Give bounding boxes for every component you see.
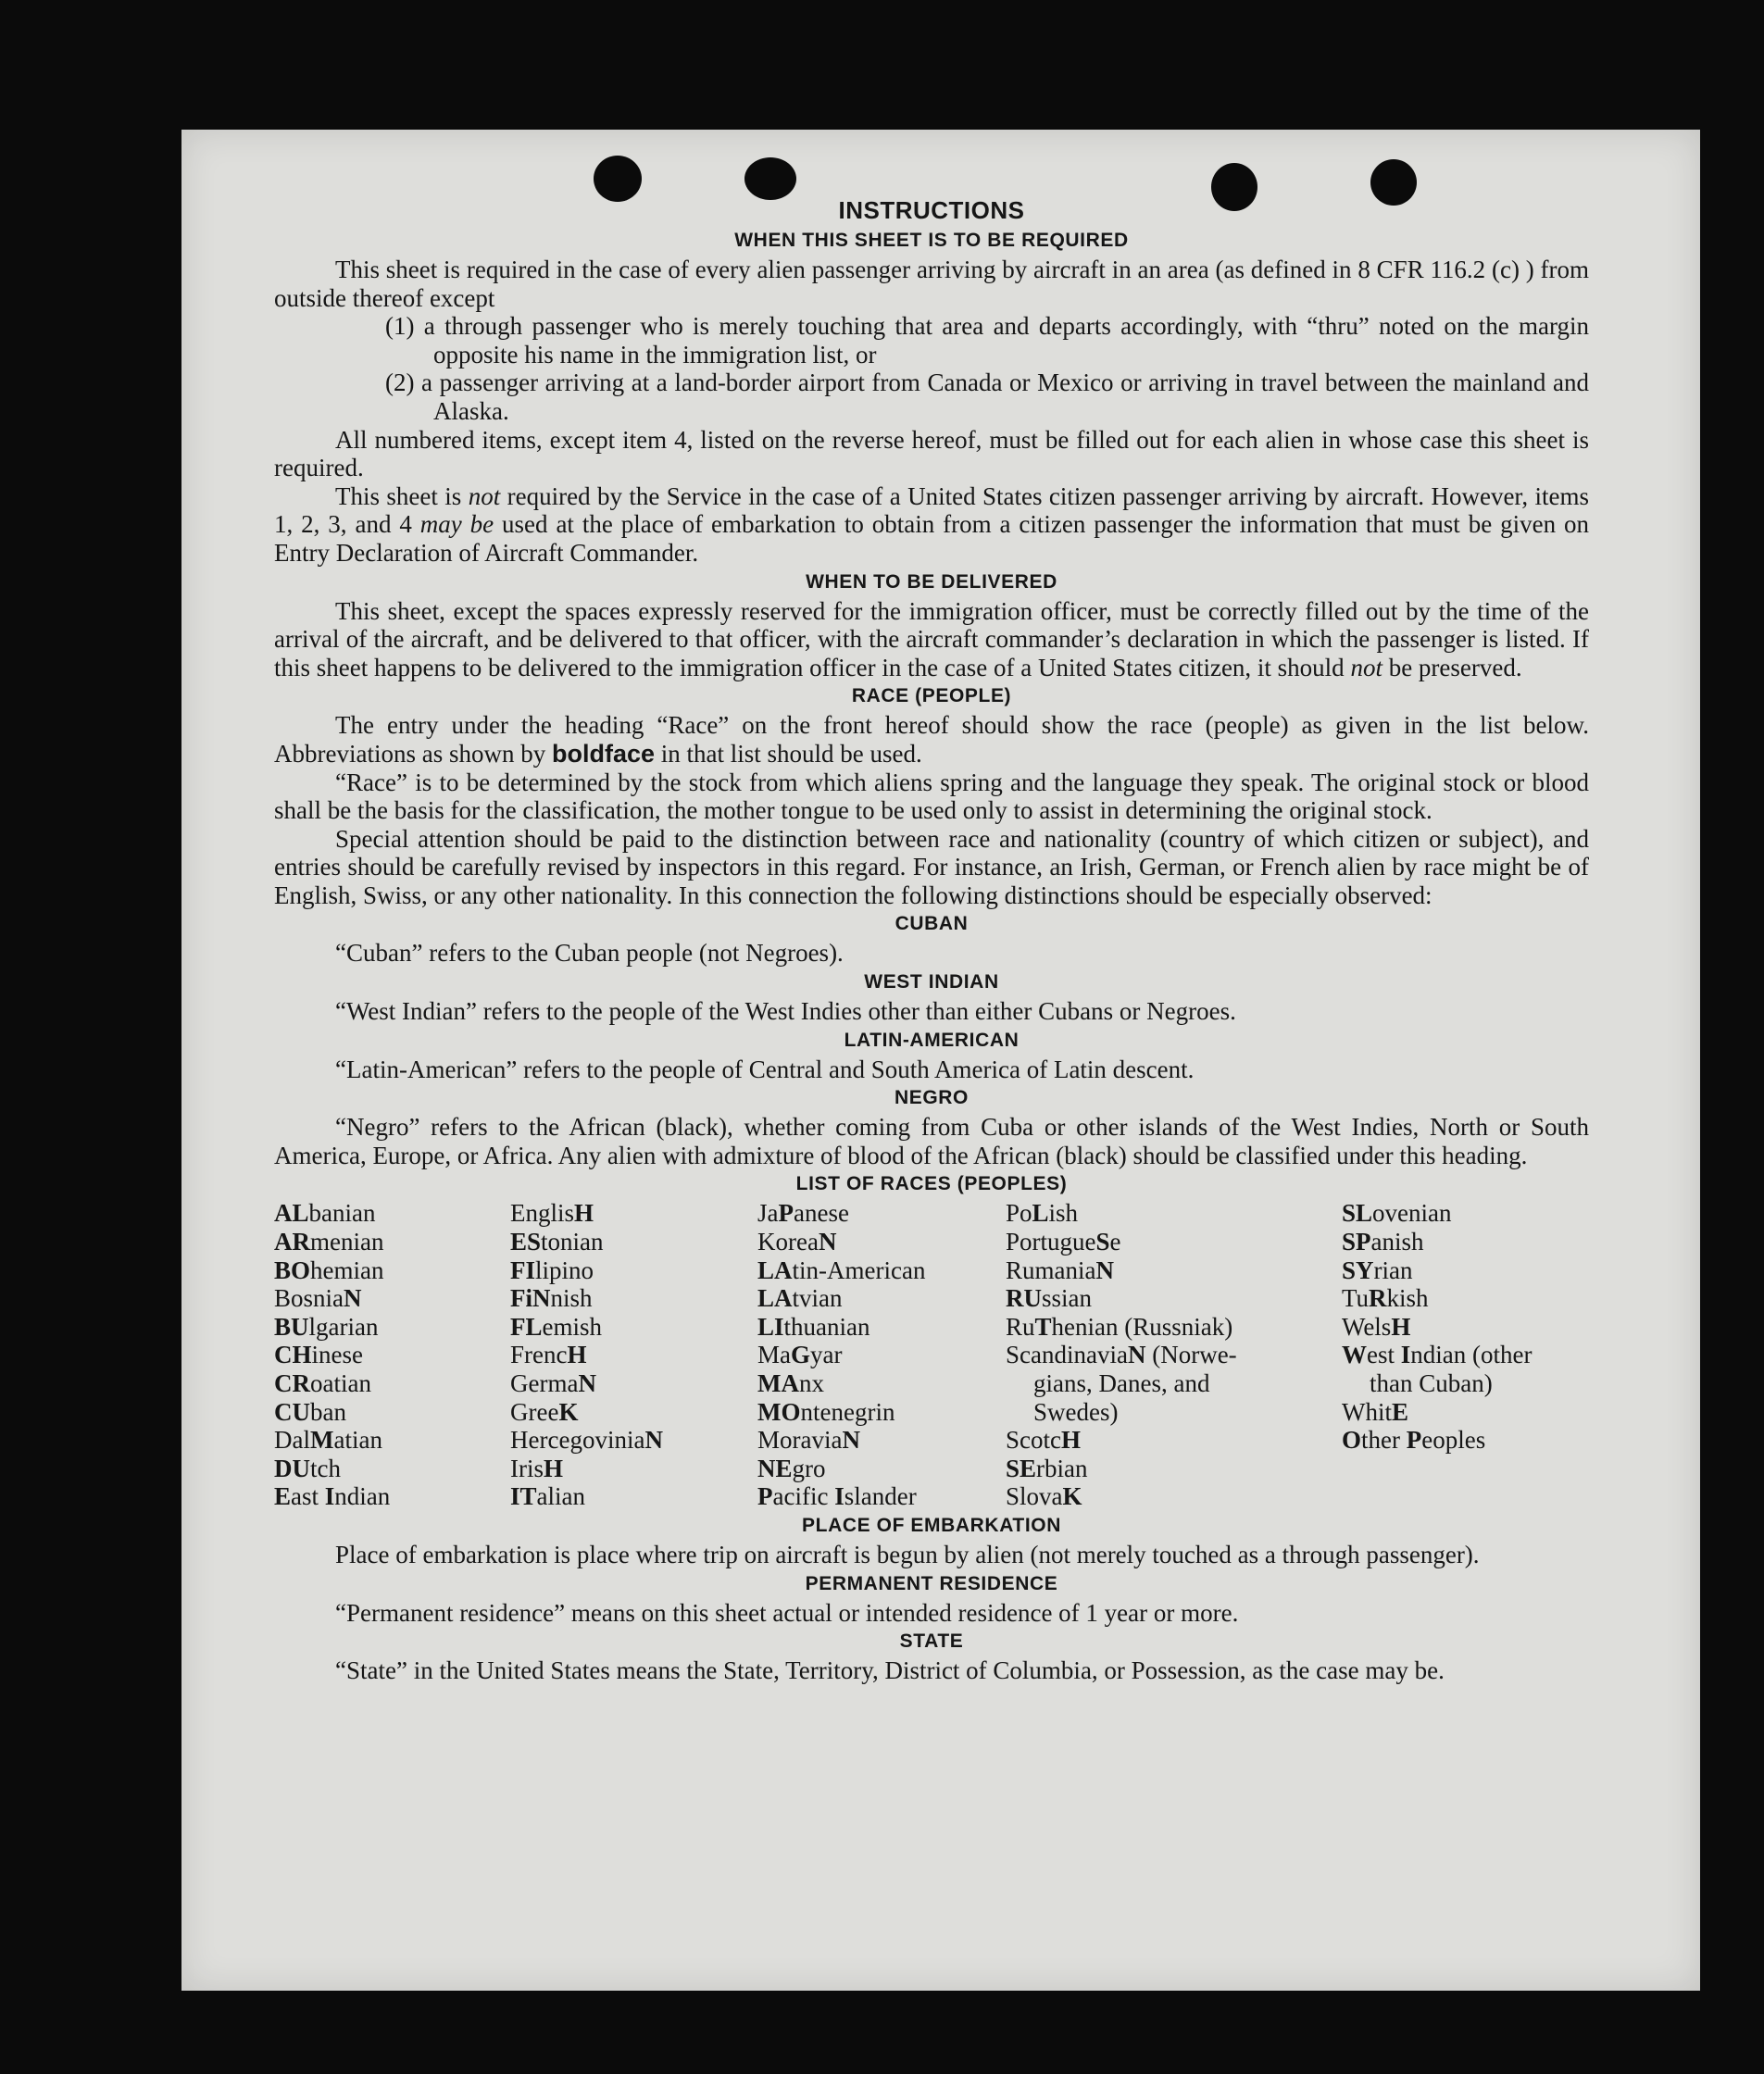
race-abbrev: I: [1400, 1341, 1411, 1369]
race-text: banian: [308, 1199, 376, 1228]
race-item: [510, 1482, 757, 1511]
race-item: [1006, 1398, 1342, 1427]
race-text: alian: [536, 1482, 586, 1511]
paragraph: “Latin-American” refers to the people of Central and South America of Latin descent.: [335, 1055, 1195, 1083]
emphasis: may be: [419, 510, 494, 539]
bold-text: boldface: [551, 739, 655, 768]
document-sheet: [181, 130, 1700, 1991]
race-item: [274, 1398, 510, 1427]
race-abbrev: E: [1392, 1397, 1409, 1426]
race-item: [757, 1313, 1006, 1342]
race-text: ovenian: [1372, 1199, 1452, 1228]
race-item: [510, 1256, 757, 1285]
race-item: [1342, 1199, 1589, 1228]
races-list: [274, 1199, 1589, 1511]
emphasis: not: [468, 481, 501, 510]
race-text: (Norwe-: [1145, 1341, 1237, 1369]
race-text: Gree: [510, 1397, 559, 1426]
race-text: Swedes): [1033, 1397, 1119, 1426]
race-text: tin-American: [792, 1256, 926, 1284]
race-text: Bosnia: [274, 1284, 344, 1313]
race-item: [757, 1426, 1006, 1455]
race-item: [274, 1426, 510, 1455]
race-item: [1342, 1369, 1589, 1398]
race-item: [757, 1369, 1006, 1398]
race-abbrev: P: [1406, 1426, 1422, 1455]
race-abbrev: E: [274, 1482, 292, 1511]
race-text: anish: [1370, 1228, 1424, 1256]
race-abbrev: S: [1095, 1228, 1110, 1256]
race-abbrev: BU: [274, 1312, 309, 1341]
race-item: [510, 1199, 757, 1228]
race-text: Iris: [510, 1454, 544, 1482]
race-item: [274, 1284, 510, 1313]
race-text: tch: [310, 1454, 341, 1482]
list-item: (1) a through passenger who is merely touching that area and departs accordingly, with “thru” noted on the margin opposite his name in the immigration list, or: [385, 312, 1589, 369]
race-item: [1342, 1341, 1589, 1369]
race-text: menian: [310, 1228, 384, 1256]
section-title: NEGRO: [894, 1087, 969, 1109]
race-text: Dal: [274, 1426, 310, 1455]
race-abbrev: FiN: [510, 1284, 551, 1313]
race-abbrev: H: [574, 1199, 594, 1228]
race-abbrev: CH: [274, 1341, 312, 1369]
race-text: rbian: [1036, 1454, 1088, 1482]
race-text: Englis: [510, 1199, 575, 1228]
race-text: Germa: [510, 1369, 579, 1397]
race-text: eoples: [1421, 1426, 1486, 1455]
race-item: [510, 1455, 757, 1483]
section-title: PERMANENT RESIDENCE: [805, 1572, 1058, 1594]
race-item: [274, 1199, 510, 1228]
race-item: [1342, 1313, 1589, 1342]
race-abbrev: G: [791, 1341, 811, 1369]
race-text: ish: [1048, 1199, 1079, 1228]
race-item: [510, 1228, 757, 1256]
race-abbrev: NE: [757, 1454, 793, 1482]
race-text: acific: [772, 1482, 835, 1511]
race-text: inese: [311, 1341, 363, 1369]
race-text: Ja: [757, 1199, 779, 1228]
race-text: Tu: [1342, 1284, 1370, 1313]
race-item: [757, 1482, 1006, 1511]
race-item: [1342, 1228, 1589, 1256]
race-abbrev: FI: [510, 1256, 535, 1284]
race-abbrev: N: [1095, 1256, 1114, 1284]
paragraph: [274, 482, 1589, 568]
race-text: yar: [810, 1341, 843, 1369]
paragraph: Place of embarkation is place where trip on aircraft is begun by alien (not merely touched as a through passenger).: [335, 1540, 1480, 1568]
race-item: [1006, 1426, 1342, 1455]
paragraph: “Permanent residence” means on this sheet actual or intended residence of 1 year or more.: [335, 1598, 1239, 1627]
race-text: Whit: [1342, 1397, 1392, 1426]
race-abbrev: K: [1062, 1482, 1082, 1511]
race-text: Ru: [1006, 1312, 1035, 1341]
race-abbrev: MO: [757, 1397, 801, 1426]
race-abbrev: H: [567, 1341, 587, 1369]
race-text: Po: [1006, 1199, 1032, 1228]
race-item: [510, 1398, 757, 1427]
race-item: [1006, 1482, 1342, 1511]
text-run: be preserved.: [1382, 653, 1522, 681]
race-text: ther: [1361, 1426, 1407, 1455]
race-item: [1006, 1341, 1342, 1369]
race-text: Wels: [1342, 1312, 1392, 1341]
paragraph: “West Indian” refers to the people of the West Indies other than either Cubans or Negroes.: [335, 997, 1236, 1026]
race-text: Slova: [1006, 1482, 1063, 1511]
race-text: ban: [310, 1397, 346, 1426]
race-item: [510, 1341, 757, 1369]
section-title: LIST OF RACES (PEOPLES): [795, 1173, 1068, 1195]
race-item: [1006, 1199, 1342, 1228]
race-abbrev: N: [818, 1228, 837, 1256]
race-text: oatian: [310, 1369, 371, 1397]
section-title: LATIN-AMERICAN: [844, 1029, 1020, 1051]
section-title: RACE (PEOPLE): [851, 685, 1012, 707]
race-text: anese: [794, 1199, 849, 1228]
race-text: than Cuban): [1370, 1369, 1493, 1397]
race-text: Ma: [757, 1341, 791, 1369]
race-text: Korea: [757, 1228, 819, 1256]
paragraph: “Race” is to be determined by the stock from which aliens spring and the language they speak. The original stock or blood shall be the basis for the classification, the mother tongue to be used only to assist in determining the original stock.: [274, 768, 1589, 825]
text-run: required by the Service in the case of a United States citizen passenger arriving by aircraft. However, items 1, 2, 3, and 4: [274, 481, 1589, 539]
race-item: [510, 1369, 757, 1398]
race-abbrev: CU: [274, 1397, 310, 1426]
race-item: [757, 1228, 1006, 1256]
race-text: rian: [1373, 1256, 1413, 1284]
race-text: ssian: [1042, 1284, 1092, 1313]
race-text: tonian: [541, 1228, 604, 1256]
race-abbrev: SY: [1342, 1256, 1374, 1284]
paragraph: “State” in the United States means the State, Territory, District of Columbia, or Possession, as the case may be.: [335, 1656, 1445, 1685]
race-item: [757, 1455, 1006, 1483]
race-abbrev: O: [1342, 1426, 1362, 1455]
races-column: [757, 1199, 1006, 1511]
section-title: PLACE OF EMBARKATION: [802, 1514, 1061, 1536]
paragraph: [274, 597, 1589, 682]
race-text: kish: [1386, 1284, 1429, 1313]
race-text: gians, Danes, and: [1033, 1369, 1210, 1397]
section-title: CUBAN: [895, 913, 969, 935]
race-text: e: [1109, 1228, 1121, 1256]
race-abbrev: P: [778, 1199, 794, 1228]
race-item: [274, 1313, 510, 1342]
paragraph: Special attention should be paid to the distinction between race and nationality (country of which citizen or subject), and entries should be carefully revised by inspectors in this regard. For instance, an Irish, German, or French alien by race might be of English, Swiss, or any other nationality. In this connection the following distinctions should be especially observed:: [274, 824, 1589, 909]
race-abbrev: CR: [274, 1369, 310, 1397]
race-item: [757, 1398, 1006, 1427]
text-run: used at the place of embarkation to obtain from a citizen passenger the information that must be given on Entry Declaration of Aircraft Commander.: [274, 510, 1589, 567]
race-abbrev: RU: [1006, 1284, 1042, 1313]
race-item: [510, 1284, 757, 1313]
race-abbrev: K: [558, 1397, 579, 1426]
race-item: [1006, 1369, 1342, 1398]
race-text: nish: [550, 1284, 593, 1313]
race-abbrev: N: [578, 1369, 596, 1397]
paragraph: “Negro” refers to the African (black), whether coming from Cuba or other islands of the West Indies, North or South America, Europe, or Africa. Any alien with admixture of blood of the African (black) should be classified under this heading.: [274, 1113, 1589, 1169]
list-item: (2) a passenger arriving at a land-border airport from Canada or Mexico or arriving in travel between the mainland and Alaska.: [385, 369, 1589, 425]
race-abbrev: SE: [1006, 1454, 1037, 1482]
race-abbrev: LA: [757, 1256, 793, 1284]
race-text: Scotc: [1006, 1426, 1061, 1455]
race-text: nx: [798, 1369, 824, 1397]
race-text: lgarian: [308, 1312, 379, 1341]
race-abbrev: H: [1391, 1312, 1411, 1341]
race-abbrev: SL: [1342, 1199, 1373, 1228]
section-title: WEST INDIAN: [864, 971, 999, 993]
race-item: [757, 1284, 1006, 1313]
race-text: Hercegovinia: [510, 1426, 645, 1455]
race-abbrev: H: [544, 1454, 564, 1482]
race-text: atian: [333, 1426, 382, 1455]
race-item: [274, 1256, 510, 1285]
race-text: thuanian: [783, 1312, 870, 1341]
race-item: [1006, 1256, 1342, 1285]
race-abbrev: DU: [274, 1454, 310, 1482]
race-text: Scandinavia: [1006, 1341, 1128, 1369]
race-abbrev: N: [344, 1284, 362, 1313]
race-item: [510, 1313, 757, 1342]
race-text: Moravia: [757, 1426, 843, 1455]
race-abbrev: ES: [510, 1228, 542, 1256]
race-text: ntenegrin: [800, 1397, 895, 1426]
page-title: INSTRUCTIONS: [838, 196, 1025, 224]
race-text: hemian: [310, 1256, 384, 1284]
race-item: [274, 1341, 510, 1369]
race-abbrev: H: [1061, 1426, 1082, 1455]
text-run: in that list should be used.: [655, 739, 922, 768]
paragraph: [274, 711, 1589, 768]
race-abbrev: I: [324, 1482, 335, 1511]
race-abbrev: M: [309, 1426, 334, 1455]
section-title: STATE: [899, 1630, 964, 1653]
text-run: This sheet, except the spaces expressly reserved for the immigration officer, must be correctly filled out by the time of the arrival of the aircraft, and be delivered to that officer, with the aircraft commander’s declaration in which the passenger is listed. If this sheet happens to be delivered to the immigration officer in the case of a United States citizen, it should: [274, 596, 1589, 681]
race-text: ndian: [334, 1482, 391, 1511]
races-column: [1006, 1199, 1342, 1511]
race-text: lipino: [535, 1256, 594, 1284]
race-abbrev: LA: [757, 1284, 793, 1313]
race-item: [274, 1369, 510, 1398]
text-run: This sheet is: [335, 481, 469, 510]
race-item: [757, 1199, 1006, 1228]
race-item: [1006, 1313, 1342, 1342]
race-abbrev: T: [1034, 1312, 1052, 1341]
race-abbrev: AR: [274, 1228, 310, 1256]
race-item: [1006, 1455, 1342, 1483]
race-item: [1342, 1284, 1589, 1313]
text-run: The entry under the heading “Race” on the front hereof should show the race (people) as given in the list below. Abbreviations as shown by: [274, 711, 1589, 768]
races-column: [1342, 1199, 1589, 1511]
race-text: gro: [792, 1454, 826, 1482]
race-abbrev: MA: [757, 1369, 799, 1397]
race-abbrev: BO: [274, 1256, 311, 1284]
race-item: [510, 1426, 757, 1455]
paragraph: This sheet is required in the case of every alien passenger arriving by aircraft in an area (as defined in 8 CFR 116.2 (c) ) from outside thereof except: [274, 256, 1589, 312]
race-text: ndian (other: [1410, 1341, 1533, 1369]
race-abbrev: P: [757, 1482, 773, 1511]
race-item: [1006, 1228, 1342, 1256]
race-text: Portugue: [1006, 1228, 1096, 1256]
race-item: [1342, 1256, 1589, 1285]
paragraph: “Cuban” refers to the Cuban people (not Negroes).: [335, 939, 844, 968]
race-abbrev: L: [1032, 1199, 1049, 1228]
race-text: emish: [542, 1312, 603, 1341]
race-item: [757, 1341, 1006, 1369]
race-item: [274, 1482, 510, 1511]
race-abbrev: N: [644, 1426, 663, 1455]
race-text: est: [1367, 1341, 1401, 1369]
race-abbrev: N: [842, 1426, 860, 1455]
race-abbrev: SP: [1342, 1228, 1371, 1256]
race-abbrev: W: [1342, 1341, 1367, 1369]
race-text: tvian: [792, 1284, 843, 1313]
races-column: [274, 1199, 510, 1511]
race-text: Rumania: [1006, 1256, 1096, 1284]
race-abbrev: FL: [510, 1312, 543, 1341]
race-abbrev: LI: [757, 1312, 784, 1341]
race-abbrev: I: [834, 1482, 844, 1511]
race-text: Frenc: [510, 1341, 568, 1369]
section-title: WHEN TO BE DELIVERED: [806, 570, 1057, 593]
race-abbrev: R: [1369, 1284, 1387, 1313]
section-title: WHEN THIS SHEET IS TO BE REQUIRED: [734, 230, 1129, 251]
race-abbrev: N: [1127, 1341, 1146, 1369]
race-text: ast: [291, 1482, 325, 1511]
races-column: [510, 1199, 757, 1511]
race-item: [1342, 1426, 1589, 1455]
race-text: slander: [844, 1482, 917, 1511]
race-item: [1006, 1284, 1342, 1313]
race-item: [1342, 1398, 1589, 1427]
instructions-body: [274, 194, 1589, 1685]
race-abbrev: IT: [510, 1482, 537, 1511]
race-abbrev: AL: [274, 1199, 309, 1228]
emphasis: not: [1350, 653, 1382, 681]
paragraph: All numbered items, except item 4, listed on the reverse hereof, must be filled out for each alien in whose case this sheet is required.: [274, 425, 1589, 482]
race-text: henian (Russniak): [1051, 1312, 1233, 1341]
race-item: [757, 1256, 1006, 1285]
race-item: [274, 1455, 510, 1483]
race-item: [274, 1228, 510, 1256]
